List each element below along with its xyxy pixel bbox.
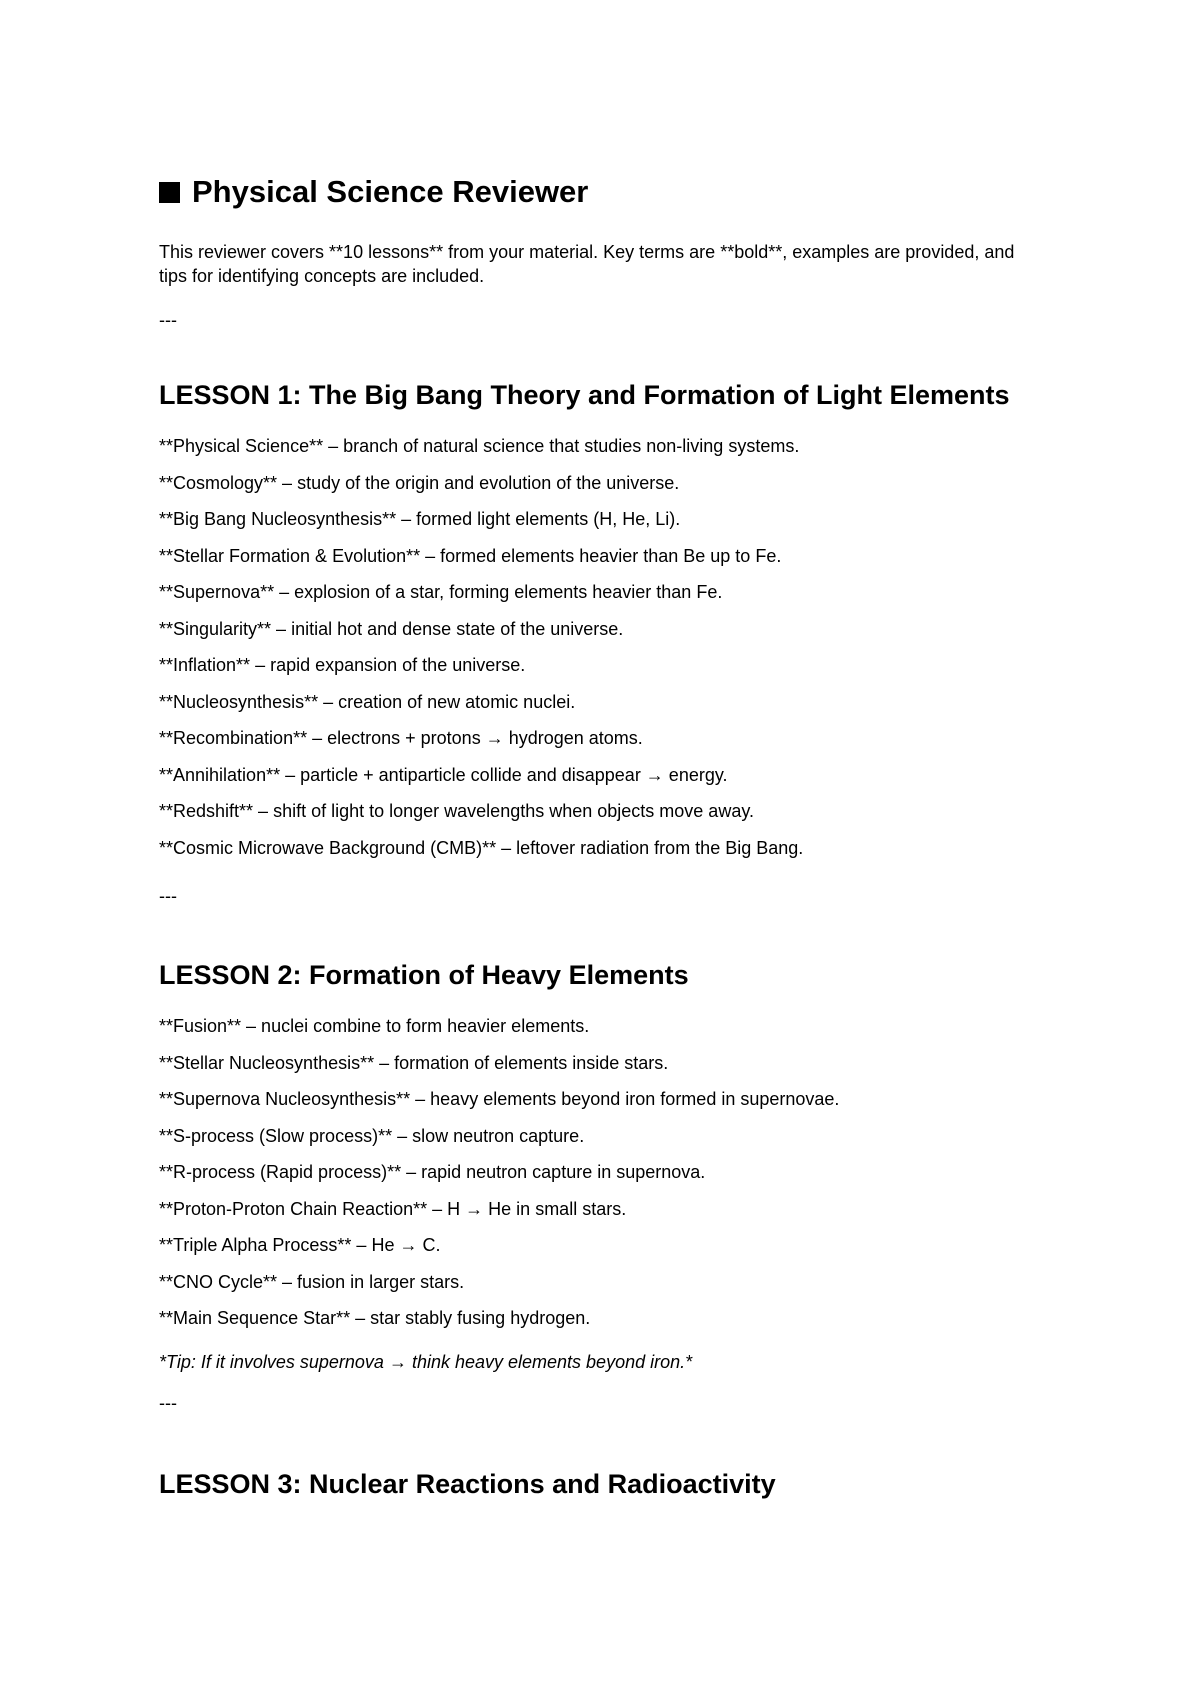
list-item: **Redshift** – shift of light to longer wavelengths when objects move away. xyxy=(159,801,754,821)
document-title-text: Physical Science Reviewer xyxy=(192,174,589,209)
lesson-2-tip: *Tip: If it involves supernova → think heavy elements beyond iron.* xyxy=(159,1351,693,1372)
list-item: **Inflation** – rapid expansion of the universe. xyxy=(159,655,526,675)
list-item: **Recombination** – electrons + protons → hydrogen atoms. xyxy=(159,728,643,748)
lesson-1-heading: LESSON 1: The Big Bang Theory and Formation of Light Elements xyxy=(159,380,1010,410)
list-item: **Cosmic Microwave Background (CMB)** – leftover radiation from the Big Bang. xyxy=(159,837,804,858)
black-square-icon xyxy=(159,182,180,203)
list-item: **Main Sequence Star** – star stably fusing hydrogen. xyxy=(159,1308,591,1328)
document-title xyxy=(159,168,1059,216)
separator: --- xyxy=(159,1392,177,1413)
lesson-3-heading: LESSON 3: Nuclear Reactions and Radioactivity xyxy=(159,1468,776,1499)
intro-paragraph: This reviewer covers **10 lessons** from your material. Key terms are **bold**, examples are provided, and tips for identifying concepts are included. xyxy=(159,242,1015,286)
list-item: **Singularity** – initial hot and dense state of the universe. xyxy=(159,618,624,639)
list-item: **Nucleosynthesis** – creation of new atomic nuclei. xyxy=(159,691,576,712)
list-item: **Supernova Nucleosynthesis** – heavy elements beyond iron formed in supernovae. xyxy=(159,1089,840,1109)
list-item: **Physical Science** – branch of natural science that studies non-living systems. xyxy=(159,436,800,456)
list-item: **Cosmology** – study of the origin and evolution of the universe. xyxy=(159,472,680,493)
list-item: **Annihilation** – particle + antiparticle collide and disappear → energy. xyxy=(159,764,728,785)
list-item: **Proton-Proton Chain Reaction** – H → He in small stars. xyxy=(159,1198,627,1219)
list-item: **Stellar Formation & Evolution** – formed elements heavier than Be up to Fe. xyxy=(159,545,782,566)
separator: --- xyxy=(159,886,177,906)
list-item: **R-process (Rapid process)** – rapid neutron capture in supernova. xyxy=(159,1162,706,1182)
separator: --- xyxy=(159,310,177,330)
list-item: **Supernova** – explosion of a star, forming elements heavier than Fe. xyxy=(159,582,723,602)
list-item: **CNO Cycle** – fusion in larger stars. xyxy=(159,1271,465,1292)
list-item: **Stellar Nucleosynthesis** – formation of elements inside stars. xyxy=(159,1052,669,1073)
lesson-2-term-list xyxy=(159,1008,1059,1337)
list-item: **Triple Alpha Process** – He → C. xyxy=(159,1235,441,1255)
list-item: **S-process (Slow process)** – slow neutron capture. xyxy=(159,1125,585,1146)
lesson-2-heading: LESSON 2: Formation of Heavy Elements xyxy=(159,960,689,990)
document-page xyxy=(159,168,1059,1517)
list-item: **Big Bang Nucleosynthesis** – formed light elements (H, He, Li). xyxy=(159,509,681,529)
lesson-1-term-list xyxy=(159,428,1059,866)
list-item: **Fusion** – nuclei combine to form heavier elements. xyxy=(159,1016,590,1036)
